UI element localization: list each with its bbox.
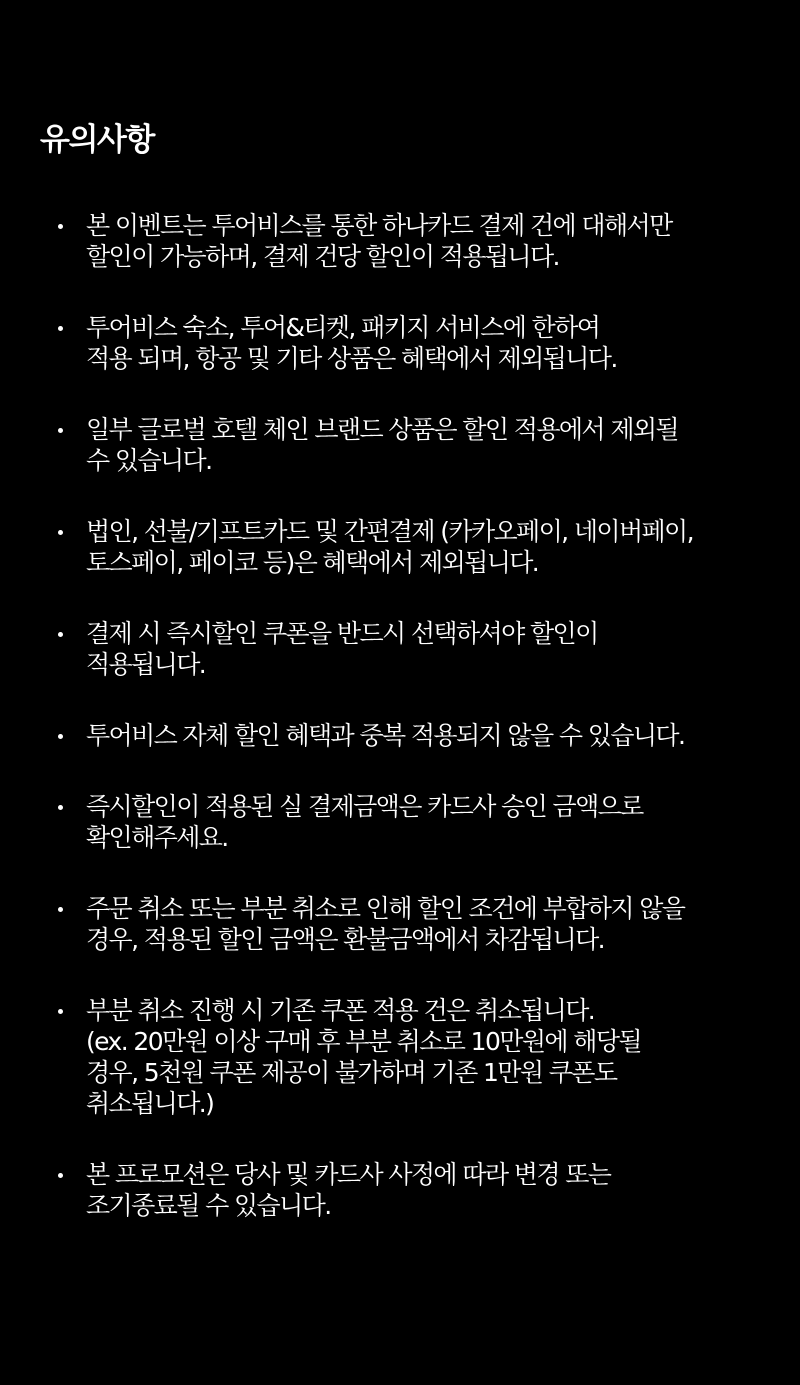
- item-text-line: 경우, 적용된 할인 금액은 환불금액에서 차감됩니다.: [86, 925, 604, 954]
- item-text-line: 주문 취소 또는 부분 취소로 인해 할인 조건에 부합하지 않을: [86, 894, 685, 923]
- bullet-icon: [58, 326, 63, 331]
- list-item: [0, 1159, 800, 1221]
- list-item: [0, 414, 800, 476]
- list-item: [0, 720, 800, 751]
- bullet-icon: [58, 428, 63, 433]
- notice-list: [0, 210, 800, 1221]
- item-text-line: 투어비스 숙소, 투어&티켓, 패키지 서비스에 한하여: [86, 313, 600, 342]
- item-text-line: 경우, 5천원 쿠폰 제공이 불가하며 기존 1만원 쿠폰도: [86, 1058, 617, 1087]
- item-text-line: 확인해주세요.: [86, 823, 228, 852]
- item-text-line: 일부 글로벌 호텔 체인 브랜드 상품은 할인 적용에서 제외될: [86, 415, 678, 444]
- item-text-line: 취소됩니다.): [86, 1089, 214, 1118]
- item-text-line: 결제 시 즉시할인 쿠폰을 반드시 선택하셔야 할인이: [86, 619, 598, 648]
- bullet-icon: [58, 224, 63, 229]
- item-text-line: 본 프로모션은 당사 및 카드사 사정에 따라 변경 또는: [86, 1160, 611, 1189]
- item-text-line: (ex. 20만원 이상 구매 후 부분 취소로 10만원에 해당될: [86, 1027, 641, 1056]
- list-item: [0, 893, 800, 955]
- item-text-line: 적용 되며, 항공 및 기타 상품은 혜택에서 제외됩니다.: [86, 344, 617, 373]
- bullet-icon: [58, 907, 63, 912]
- bullet-icon: [58, 1009, 63, 1014]
- item-text-line: 본 이벤트는 투어비스를 통한 하나카드 결제 건에 대해서만: [86, 211, 672, 240]
- list-item: [0, 210, 800, 272]
- list-item: [0, 995, 800, 1119]
- bullet-icon: [58, 632, 63, 637]
- bullet-icon: [58, 734, 63, 739]
- list-item: [0, 312, 800, 374]
- list-item: [0, 516, 800, 578]
- bullet-icon: [58, 1173, 63, 1178]
- item-text-line: 수 있습니다.: [86, 446, 212, 475]
- list-item: [0, 791, 800, 853]
- item-text-line: 투어비스 자체 할인 혜택과 중복 적용되지 않을 수 있습니다.: [86, 721, 685, 750]
- item-text-line: 조기종료될 수 있습니다.: [86, 1191, 331, 1220]
- list-item: [0, 618, 800, 680]
- item-text-line: 토스페이, 페이코 등)은 혜택에서 제외됩니다.: [86, 548, 539, 577]
- notice-title: 유의사항: [40, 122, 154, 158]
- bullet-icon: [58, 530, 63, 535]
- item-text-line: 할인이 가능하며, 결제 건당 할인이 적용됩니다.: [86, 242, 559, 271]
- bullet-icon: [58, 805, 63, 810]
- item-text-line: 적용됩니다.: [86, 650, 206, 679]
- item-text-line: 부분 취소 진행 시 기존 쿠폰 적용 건은 취소됩니다.: [86, 996, 595, 1025]
- item-text-line: 즉시할인이 적용된 실 결제금액은 카드사 승인 금액으로: [86, 792, 643, 821]
- item-text-line: 법인, 선불/기프트카드 및 간편결제 (카카오페이, 네이버페이,: [86, 517, 693, 546]
